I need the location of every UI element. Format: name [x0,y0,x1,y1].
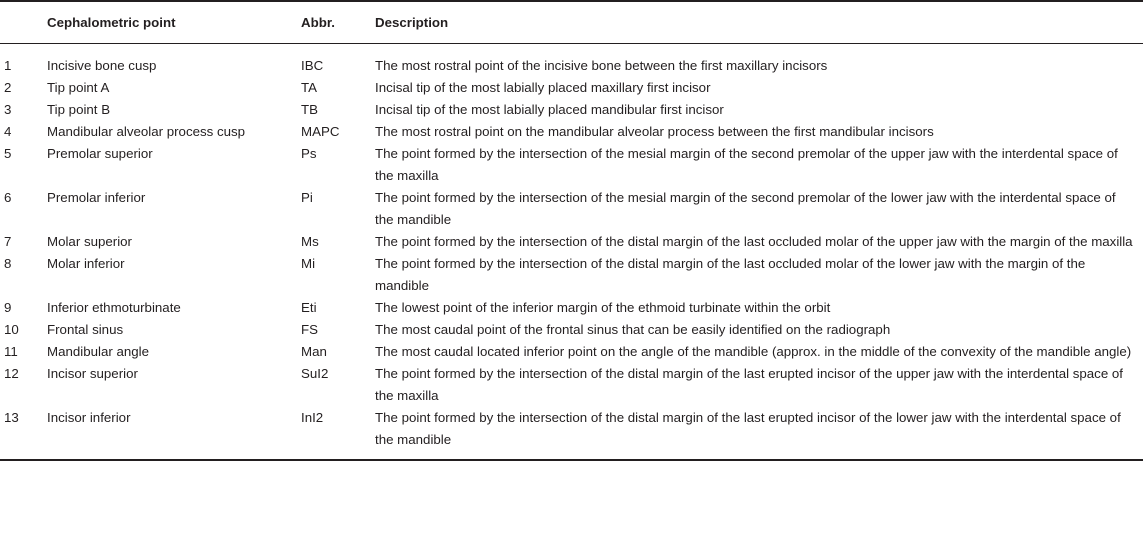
row-abbr: MAPC [301,123,340,139]
row-point: Inferior ethmoturbinate [47,299,181,315]
row-abbr: TA [301,79,318,95]
row-description: The lowest point of the inferior margin of the ethmoid turbinate within the orbit [375,299,831,315]
row-description: The point formed by the intersection of the mesial margin of the second premolar of the upper jaw with the interdental space of the maxilla [375,145,1118,183]
table-row [0,341,1143,363]
row-number: 4 [4,123,12,139]
row-point: Tip point B [47,101,111,117]
row-description: The point formed by the intersection of the distal margin of the last occluded molar of the lower jaw with the margin of the mandible [375,255,1086,293]
row-point: Tip point A [47,79,110,95]
row-abbr: Man [301,343,327,359]
table-row [0,297,1143,319]
column-header-description: Description [375,1,1143,43]
row-number: 1 [4,57,12,73]
row-number: 13 [0,407,47,460]
row-abbr: SuI2 [301,365,329,381]
table-row [0,363,1143,407]
table-row [0,99,1143,121]
row-number: 6 [4,189,12,205]
row-number: 7 [4,233,12,249]
row-number: 3 [4,101,12,117]
row-abbr: Pi [301,189,313,205]
row-description: The most rostral point of the incisive bone between the first maxillary incisors [375,57,828,73]
row-description: The point formed by the intersection of the mesial margin of the second premolar of the lower jaw with the interdental space of the mandible [375,189,1116,227]
row-point: Incisor inferior [47,407,301,460]
row-description: The most caudal located inferior point on the angle of the mandible (approx. in the middle of the convexity of the mandible angle) [375,343,1132,359]
table-row [0,253,1143,297]
row-point: Premolar superior [47,145,153,161]
header-row [0,1,1143,43]
row-description: The most caudal point of the frontal sinus that can be easily identified on the radiograph [375,321,891,337]
row-number: 9 [4,299,12,315]
row-description: The point formed by the intersection of the distal margin of the last occluded molar of the upper jaw with the margin of the maxilla [375,233,1133,249]
table-row [0,187,1143,231]
row-point: Mandibular angle [47,343,150,359]
column-header-abbr: Abbr. [301,1,375,43]
table-row [0,121,1143,143]
row-abbr: InI2 [301,407,375,460]
column-header-number [0,1,47,43]
row-number: 10 [4,321,19,337]
row-description: Incisal tip of the most labially placed mandibular first incisor [375,101,724,117]
table-row [0,77,1143,99]
row-point: Molar inferior [47,255,125,271]
table-row [0,407,1143,460]
row-abbr: IBC [301,57,324,73]
row-abbr: FS [301,321,318,337]
column-header-point: Cephalometric point [47,1,301,43]
row-point: Frontal sinus [47,321,124,337]
row-description: Incisal tip of the most labially placed maxillary first incisor [375,79,711,95]
row-point: Molar superior [47,233,132,249]
row-number: 2 [4,79,12,95]
table-row [0,143,1143,187]
row-point: Incisor superior [47,365,138,381]
row-number: 5 [4,145,12,161]
row-description: The point formed by the intersection of the distal margin of the last erupted incisor of the upper jaw with the interdental space of the maxilla [375,365,1124,403]
table-row [0,43,1143,77]
row-number: 8 [4,255,12,271]
row-point: Mandibular alveolar process cusp [47,123,246,139]
row-description: The most rostral point on the mandibular alveolar process between the first mandibular incisors [375,123,934,139]
row-abbr: TB [301,101,318,117]
row-point: Incisive bone cusp [47,57,157,73]
table-row [0,231,1143,253]
row-abbr: Mi [301,255,316,271]
row-abbr: Ms [301,233,319,249]
row-abbr: Eti [301,299,317,315]
row-point: Premolar inferior [47,189,146,205]
row-abbr: Ps [301,145,317,161]
row-description: The point formed by the intersection of the distal margin of the last erupted incisor of the lower jaw with the interdental space of the mandible [375,407,1143,460]
table-row [0,319,1143,341]
table-body [0,43,1143,460]
row-number: 12 [4,365,19,381]
row-number: 11 [4,343,18,359]
